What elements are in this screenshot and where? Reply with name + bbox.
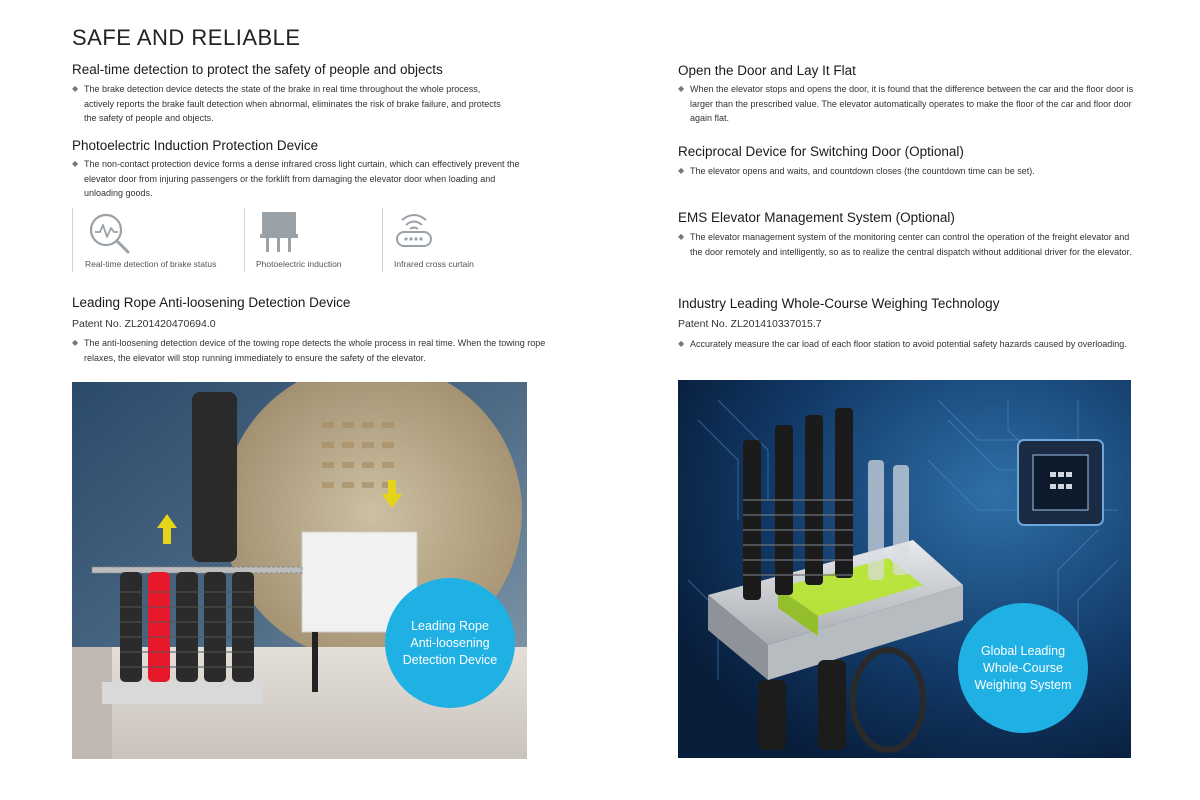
feature-label: Infrared cross curtain bbox=[394, 259, 474, 269]
bullet-icon: ◆ bbox=[72, 84, 79, 93]
door-flat-text: ◆ When the elevator stops and opens the door, it is found that the difference between the car and the floor door is larger than the prescribed value. The elevator automatically operates to make the floor of the car and floor door again flat. bbox=[678, 84, 1134, 124]
bullet-icon: ◆ bbox=[678, 232, 685, 241]
bullet-icon: ◆ bbox=[678, 166, 685, 175]
reciprocal-door-text: ◆ The elevator opens and waits, and countdown closes (the countdown time can be set). bbox=[678, 164, 1138, 179]
reciprocal-door-title: Reciprocal Device for Switching Door (Optional) bbox=[678, 144, 964, 159]
bullet-icon: ◆ bbox=[72, 159, 79, 168]
ems-text: ◆ The elevator management system of the monitoring center can control the operation of the freight elevator and the door remotely and intelligently, so as to realize the central dispatch without additional driver for the elevator. bbox=[678, 232, 1132, 257]
infrared-router-icon bbox=[394, 208, 434, 254]
rope-detection-title: Leading Rope Anti-loosening Detection Device bbox=[72, 295, 351, 310]
photoelectric-title: Photoelectric Induction Protection Device bbox=[72, 138, 319, 153]
feature-brake-status bbox=[82, 208, 242, 272]
icon-divider bbox=[244, 208, 245, 272]
feature-photoelectric bbox=[256, 208, 381, 272]
bullet-icon: ◆ bbox=[72, 338, 79, 347]
brake-detection-text: ◆ The brake detection device detects the state of the brake in real time throughout the whole process, actively reports the brake fault detection when abnormal, eliminates the risk of brake failure, and protects the safety of people and objects. bbox=[72, 84, 501, 124]
weighing-system-caption-badge: Global Leading Whole-Course Weighing System bbox=[958, 603, 1088, 733]
icon-divider bbox=[382, 208, 383, 272]
feature-label: Real-time detection of brake status bbox=[85, 259, 217, 269]
page-title: SAFE AND RELIABLE bbox=[72, 25, 301, 50]
icon-divider bbox=[72, 208, 73, 272]
door-flat-title: Open the Door and Lay It Flat bbox=[678, 63, 856, 78]
feature-icons-row bbox=[72, 208, 542, 272]
weighing-text: ◆ Accurately measure the car load of each floor station to avoid potential safety hazards caused by overloading. bbox=[678, 337, 1138, 352]
rope-device-caption-badge: Leading Rope Anti-loosening Detection Device bbox=[385, 578, 515, 708]
rope-patent-number: Patent No. ZL201420470694.0 bbox=[72, 318, 216, 330]
ems-title: EMS Elevator Management System (Optional) bbox=[678, 210, 955, 225]
rope-detection-text: ◆ The anti-loosening detection device of the towing rope detects the whole process in real time. When the towing rope relaxes, the elevator will stop running immediately to ensure the safety of the elevator. bbox=[72, 338, 546, 363]
feature-label: Photoelectric induction bbox=[256, 259, 342, 269]
photoelectric-text: ◆ The non-contact protection device forms a dense infrared cross light curtain, which can effectively prevent the elevator door from injuring passengers or the forklift from damaging the elevator door when loading and unloading goods. bbox=[72, 159, 520, 199]
weighing-title: Industry Leading Whole-Course Weighing Technology bbox=[678, 296, 1000, 311]
bullet-icon: ◆ bbox=[678, 84, 685, 93]
weighing-patent-number: Patent No. ZL201410337015.7 bbox=[678, 318, 822, 330]
feature-infrared bbox=[394, 208, 534, 272]
bullet-icon: ◆ bbox=[678, 339, 685, 348]
photoelectric-sensor-icon bbox=[258, 210, 300, 254]
brake-detection-title: Real-time detection to protect the safety of people and objects bbox=[72, 62, 443, 77]
magnifier-wave-icon bbox=[86, 210, 132, 254]
